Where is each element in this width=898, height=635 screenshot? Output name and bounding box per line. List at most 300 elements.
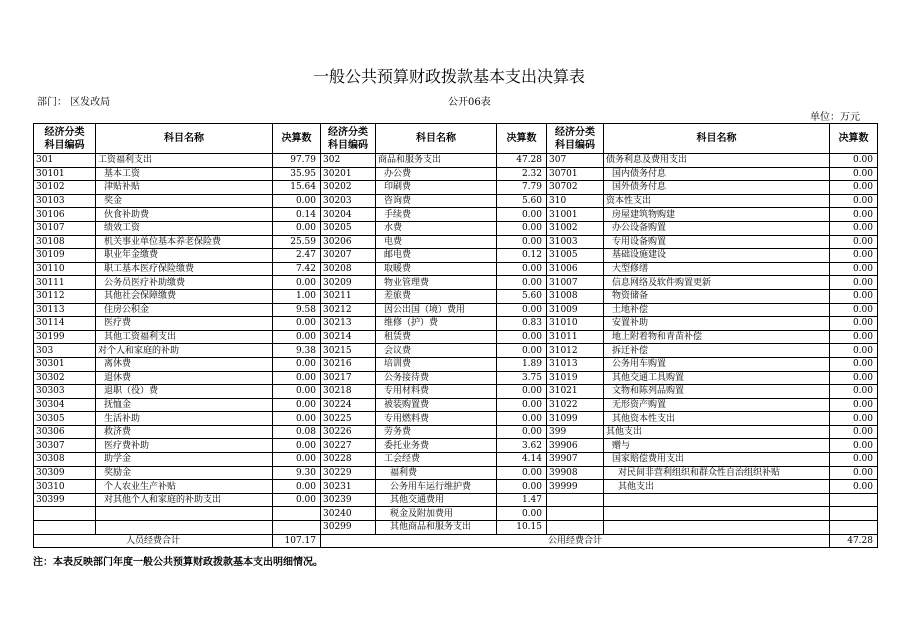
header-name: 科目名称 <box>96 124 273 154</box>
cell-amount: 0.00 <box>830 154 878 168</box>
cell-amount: 0.00 <box>273 398 321 412</box>
cell-name: 办公费 <box>376 167 497 181</box>
cell-amount: 0.00 <box>273 493 321 507</box>
cell-code: 30240 <box>321 507 376 521</box>
cell-name: 安置补助 <box>604 317 830 331</box>
cell-code: 31006 <box>547 262 604 276</box>
cell-amount: 0.00 <box>273 439 321 453</box>
cell-code: 30206 <box>321 235 376 249</box>
cell-code: 30701 <box>547 167 604 181</box>
cell-name: 印刷费 <box>376 181 497 195</box>
cell-code: 30216 <box>321 357 376 371</box>
table-row <box>34 181 878 195</box>
cell-name: 离休费 <box>96 357 273 371</box>
cell-amount: 47.28 <box>497 154 547 168</box>
table-row <box>34 507 878 521</box>
cell-code <box>547 493 604 507</box>
cell-code: 30228 <box>321 453 376 467</box>
cell-amount: 0.83 <box>497 317 547 331</box>
cell-amount: 0.00 <box>497 385 547 399</box>
cell-code: 30202 <box>321 181 376 195</box>
cell-code: 302 <box>321 154 376 168</box>
cell-amount: 2.47 <box>273 249 321 263</box>
cell-code: 30307 <box>34 439 96 453</box>
cell-code: 30303 <box>34 385 96 399</box>
unit-label: 单位：万元 <box>810 112 860 123</box>
cell-amount: 9.58 <box>273 303 321 317</box>
cell-name: 赠与 <box>604 439 830 453</box>
public-total-label: 公用经费合计 <box>321 534 830 548</box>
cell-amount: 5.60 <box>497 194 547 208</box>
cell-name: 医疗费 <box>96 317 273 331</box>
cell-name: 其他交通费用 <box>376 493 497 507</box>
department-label: 部门： 区发改局 <box>37 97 111 108</box>
cell-name: 医疗费补助 <box>96 439 273 453</box>
cell-amount: 97.79 <box>273 154 321 168</box>
cell-name: 资本性支出 <box>604 194 830 208</box>
cell-name: 助学金 <box>96 453 273 467</box>
cell-amount: 7.42 <box>273 262 321 276</box>
cell-name: 对民间非营利组织和群众性自治组织补贴 <box>604 466 830 480</box>
cell-name: 其他商品和服务支出 <box>376 521 497 535</box>
cell-name: 其他支出 <box>604 480 830 494</box>
table-row <box>34 208 878 222</box>
cell-amount: 0.00 <box>497 344 547 358</box>
cell-code: 399 <box>547 425 604 439</box>
cell-code: 30702 <box>547 181 604 195</box>
cell-code: 30209 <box>321 276 376 290</box>
cell-code: 30205 <box>321 221 376 235</box>
cell-code: 30305 <box>34 412 96 426</box>
cell-amount: 0.00 <box>830 344 878 358</box>
cell-name: 手续费 <box>376 208 497 222</box>
cell-amount: 0.00 <box>830 371 878 385</box>
cell-amount: 0.00 <box>830 194 878 208</box>
cell-code: 31010 <box>547 317 604 331</box>
header-code: 经济分类 科目编码 <box>34 124 96 154</box>
cell-code: 30106 <box>34 208 96 222</box>
cell-code: 39999 <box>547 480 604 494</box>
cell-name: 救济费 <box>96 425 273 439</box>
cell-amount: 3.75 <box>497 371 547 385</box>
cell-amount: 0.00 <box>830 398 878 412</box>
cell-name: 咨询费 <box>376 194 497 208</box>
cell-amount: 0.00 <box>497 303 547 317</box>
cell-code: 39906 <box>547 439 604 453</box>
cell-amount: 1.89 <box>497 357 547 371</box>
cell-amount: 0.00 <box>830 249 878 263</box>
cell-amount: 25.59 <box>273 235 321 249</box>
cell-code: 30208 <box>321 262 376 276</box>
cell-amount: 0.00 <box>830 289 878 303</box>
cell-amount: 0.00 <box>830 439 878 453</box>
cell-amount: 0.00 <box>830 181 878 195</box>
cell-amount: 0.00 <box>497 276 547 290</box>
table-row <box>34 344 878 358</box>
cell-code: 30310 <box>34 480 96 494</box>
cell-code: 30114 <box>34 317 96 331</box>
cell-code: 30201 <box>321 167 376 181</box>
cell-amount: 0.00 <box>273 317 321 331</box>
cell-code: 30231 <box>321 480 376 494</box>
cell-code: 30239 <box>321 493 376 507</box>
cell-name: 物业管理费 <box>376 276 497 290</box>
table-body <box>34 154 878 535</box>
cell-code <box>34 507 96 521</box>
cell-amount: 0.00 <box>273 221 321 235</box>
cell-name: 办公设备购置 <box>604 221 830 235</box>
cell-name: 专用燃料费 <box>376 412 497 426</box>
cell-name: 土地补偿 <box>604 303 830 317</box>
cell-name: 个人农业生产补贴 <box>96 480 273 494</box>
header-code: 经济分类 科目编码 <box>547 124 604 154</box>
cell-code: 30107 <box>34 221 96 235</box>
cell-name: 对个人和家庭的补助 <box>96 344 273 358</box>
table-row <box>34 453 878 467</box>
cell-name: 文物和陈列品购置 <box>604 385 830 399</box>
table-row <box>34 371 878 385</box>
header-code: 经济分类 科目编码 <box>321 124 376 154</box>
cell-name <box>96 521 273 535</box>
cell-amount <box>273 507 321 521</box>
table-row <box>34 276 878 290</box>
cell-name: 邮电费 <box>376 249 497 263</box>
table-row <box>34 398 878 412</box>
cell-amount: 5.60 <box>497 289 547 303</box>
cell-code: 30203 <box>321 194 376 208</box>
cell-code: 30112 <box>34 289 96 303</box>
table-row <box>34 154 878 168</box>
table-row <box>34 412 878 426</box>
cell-amount: 9.30 <box>273 466 321 480</box>
cell-amount: 0.00 <box>830 412 878 426</box>
cell-code: 30217 <box>321 371 376 385</box>
cell-name: 职工基本医疗保险缴费 <box>96 262 273 276</box>
cell-amount: 1.47 <box>497 493 547 507</box>
cell-amount: 0.12 <box>497 249 547 263</box>
cell-name: 无形资产购置 <box>604 398 830 412</box>
cell-amount <box>830 507 878 521</box>
cell-amount: 0.00 <box>497 221 547 235</box>
cell-code: 30224 <box>321 398 376 412</box>
cell-amount: 0.00 <box>497 398 547 412</box>
cell-code: 30308 <box>34 453 96 467</box>
cell-amount: 0.00 <box>830 276 878 290</box>
table-row <box>34 521 878 535</box>
cell-amount: 0.00 <box>830 385 878 399</box>
cell-name: 公务接待费 <box>376 371 497 385</box>
cell-name: 委托业务费 <box>376 439 497 453</box>
cell-name: 其他支出 <box>604 425 830 439</box>
table-row <box>34 262 878 276</box>
totals-row <box>34 534 878 548</box>
cell-code: 30299 <box>321 521 376 535</box>
cell-name: 房屋建筑物购建 <box>604 208 830 222</box>
table-row <box>34 249 878 263</box>
cell-code: 30304 <box>34 398 96 412</box>
cell-name: 退休费 <box>96 371 273 385</box>
cell-code: 30214 <box>321 330 376 344</box>
cell-amount: 0.00 <box>497 466 547 480</box>
cell-amount: 3.62 <box>497 439 547 453</box>
cell-amount: 0.00 <box>497 208 547 222</box>
cell-name: 公务用车运行维护费 <box>376 480 497 494</box>
table-row <box>34 330 878 344</box>
table-row <box>34 194 878 208</box>
cell-code: 30110 <box>34 262 96 276</box>
cell-code: 30109 <box>34 249 96 263</box>
cell-amount: 0.00 <box>273 194 321 208</box>
cell-name: 伙食补助费 <box>96 208 273 222</box>
cell-amount: 0.00 <box>497 507 547 521</box>
cell-name: 税金及附加费用 <box>376 507 497 521</box>
form-number: 公开06表 <box>448 97 491 108</box>
cell-name: 奖金 <box>96 194 273 208</box>
table-row <box>34 480 878 494</box>
table-row <box>34 317 878 331</box>
cell-code: 31012 <box>547 344 604 358</box>
cell-amount <box>830 493 878 507</box>
cell-name <box>96 507 273 521</box>
cell-name: 租赁费 <box>376 330 497 344</box>
cell-code: 30399 <box>34 493 96 507</box>
cell-code: 30103 <box>34 194 96 208</box>
cell-name <box>604 493 830 507</box>
cell-code: 31021 <box>547 385 604 399</box>
cell-name: 劳务费 <box>376 425 497 439</box>
cell-name: 地上附着物和青苗补偿 <box>604 330 830 344</box>
cell-code: 30227 <box>321 439 376 453</box>
cell-amount: 0.00 <box>273 480 321 494</box>
cell-name: 国外债务付息 <box>604 181 830 195</box>
cell-amount <box>830 521 878 535</box>
cell-name: 工会经费 <box>376 453 497 467</box>
cell-code <box>547 507 604 521</box>
cell-amount: 0.00 <box>273 330 321 344</box>
cell-amount: 0.00 <box>497 235 547 249</box>
cell-name: 会议费 <box>376 344 497 358</box>
header-amount: 决算数 <box>497 124 547 154</box>
cell-code: 31008 <box>547 289 604 303</box>
cell-code: 30113 <box>34 303 96 317</box>
cell-amount: 0.00 <box>830 167 878 181</box>
cell-code: 31001 <box>547 208 604 222</box>
cell-code: 30212 <box>321 303 376 317</box>
cell-name: 信息网络及软件购置更新 <box>604 276 830 290</box>
cell-name: 债务利息及费用支出 <box>604 154 830 168</box>
cell-amount: 0.00 <box>497 425 547 439</box>
cell-name: 公务员医疗补助缴费 <box>96 276 273 290</box>
cell-code: 30213 <box>321 317 376 331</box>
cell-amount: 0.00 <box>273 453 321 467</box>
cell-code: 30111 <box>34 276 96 290</box>
cell-amount: 0.00 <box>830 262 878 276</box>
cell-name: 工资福利支出 <box>96 154 273 168</box>
table-row <box>34 493 878 507</box>
table-header-row <box>34 124 878 154</box>
cell-name: 水费 <box>376 221 497 235</box>
header-amount: 决算数 <box>830 124 878 154</box>
cell-code: 30108 <box>34 235 96 249</box>
cell-code: 39907 <box>547 453 604 467</box>
table-row <box>34 289 878 303</box>
table-row <box>34 303 878 317</box>
cell-code: 31099 <box>547 412 604 426</box>
cell-name: 维修（护）费 <box>376 317 497 331</box>
cell-name: 拆迁补偿 <box>604 344 830 358</box>
cell-name: 国内债务付息 <box>604 167 830 181</box>
cell-name: 取暖费 <box>376 262 497 276</box>
cell-code: 31009 <box>547 303 604 317</box>
cell-code: 307 <box>547 154 604 168</box>
cell-code: 31005 <box>547 249 604 263</box>
cell-name: 差旅费 <box>376 289 497 303</box>
cell-amount: 4.14 <box>497 453 547 467</box>
cell-name: 商品和服务支出 <box>376 154 497 168</box>
cell-amount: 1.00 <box>273 289 321 303</box>
cell-code: 30302 <box>34 371 96 385</box>
cell-code: 30226 <box>321 425 376 439</box>
cell-code: 30229 <box>321 466 376 480</box>
cell-name <box>604 507 830 521</box>
expenditure-table <box>33 123 878 548</box>
cell-name: 抚恤金 <box>96 398 273 412</box>
cell-amount: 0.00 <box>497 330 547 344</box>
cell-name: 职业年金缴费 <box>96 249 273 263</box>
header-name: 科目名称 <box>604 124 830 154</box>
cell-amount: 0.00 <box>497 262 547 276</box>
cell-name: 其他社会保障缴费 <box>96 289 273 303</box>
cell-code: 30306 <box>34 425 96 439</box>
table-row <box>34 357 878 371</box>
cell-amount: 0.00 <box>273 371 321 385</box>
cell-amount: 15.64 <box>273 181 321 195</box>
cell-name: 基本工资 <box>96 167 273 181</box>
cell-amount: 0.00 <box>497 412 547 426</box>
cell-amount: 0.00 <box>830 453 878 467</box>
cell-name: 公务用车购置 <box>604 357 830 371</box>
cell-amount: 10.15 <box>497 521 547 535</box>
cell-name: 福利费 <box>376 466 497 480</box>
cell-code: 30211 <box>321 289 376 303</box>
table-row <box>34 385 878 399</box>
cell-name <box>604 521 830 535</box>
table-row <box>34 167 878 181</box>
cell-amount: 9.38 <box>273 344 321 358</box>
cell-amount: 0.00 <box>830 425 878 439</box>
cell-amount: 7.79 <box>497 181 547 195</box>
cell-amount: 0.00 <box>830 317 878 331</box>
cell-code: 31007 <box>547 276 604 290</box>
cell-name: 物资储备 <box>604 289 830 303</box>
table-row <box>34 439 878 453</box>
cell-amount: 0.00 <box>830 221 878 235</box>
cell-code: 30301 <box>34 357 96 371</box>
cell-amount: 2.32 <box>497 167 547 181</box>
cell-name: 住房公积金 <box>96 303 273 317</box>
cell-name: 专用材料费 <box>376 385 497 399</box>
cell-amount <box>273 521 321 535</box>
table-row <box>34 235 878 249</box>
cell-name: 大型修缮 <box>604 262 830 276</box>
cell-name: 绩效工资 <box>96 221 273 235</box>
cell-code: 31022 <box>547 398 604 412</box>
cell-code: 30102 <box>34 181 96 195</box>
cell-name: 专用设备购置 <box>604 235 830 249</box>
cell-name: 国家赔偿费用支出 <box>604 453 830 467</box>
cell-name: 退职（役）费 <box>96 385 273 399</box>
cell-code: 30101 <box>34 167 96 181</box>
table-row <box>34 425 878 439</box>
personnel-total-label: 人员经费合计 <box>34 534 273 548</box>
cell-amount: 0.00 <box>273 357 321 371</box>
cell-amount: 0.08 <box>273 425 321 439</box>
cell-code: 30204 <box>321 208 376 222</box>
cell-code: 31019 <box>547 371 604 385</box>
cell-amount: 0.00 <box>273 385 321 399</box>
cell-name: 津贴补贴 <box>96 181 273 195</box>
page-title: 一般公共预算财政拨款基本支出决算表 <box>312 67 585 86</box>
cell-amount: 0.00 <box>830 235 878 249</box>
cell-name: 其他资本性支出 <box>604 412 830 426</box>
cell-name: 生活补助 <box>96 412 273 426</box>
cell-code: 301 <box>34 154 96 168</box>
cell-code: 30225 <box>321 412 376 426</box>
cell-code: 30218 <box>321 385 376 399</box>
cell-amount: 0.00 <box>273 412 321 426</box>
cell-name: 机关事业单位基本养老保险费 <box>96 235 273 249</box>
cell-amount: 0.00 <box>830 208 878 222</box>
cell-code: 30215 <box>321 344 376 358</box>
header-amount: 决算数 <box>273 124 321 154</box>
cell-code: 31002 <box>547 221 604 235</box>
cell-amount: 0.00 <box>830 480 878 494</box>
cell-amount: 0.00 <box>830 330 878 344</box>
cell-name: 对其他个人和家庭的补助支出 <box>96 493 273 507</box>
cell-amount: 35.95 <box>273 167 321 181</box>
cell-code <box>547 521 604 535</box>
cell-name: 培训费 <box>376 357 497 371</box>
cell-name: 因公出国（境）费用 <box>376 303 497 317</box>
cell-name: 电费 <box>376 235 497 249</box>
cell-amount: 0.00 <box>497 480 547 494</box>
cell-name: 其他交通工具购置 <box>604 371 830 385</box>
cell-code <box>34 521 96 535</box>
cell-code: 30207 <box>321 249 376 263</box>
cell-amount: 0.00 <box>273 276 321 290</box>
header-name: 科目名称 <box>376 124 497 154</box>
cell-amount: 0.14 <box>273 208 321 222</box>
cell-code: 31003 <box>547 235 604 249</box>
cell-code: 310 <box>547 194 604 208</box>
cell-code: 30199 <box>34 330 96 344</box>
cell-code: 303 <box>34 344 96 358</box>
cell-amount: 0.00 <box>830 357 878 371</box>
cell-name: 奖励金 <box>96 466 273 480</box>
cell-name: 基础设施建设 <box>604 249 830 263</box>
cell-code: 39908 <box>547 466 604 480</box>
cell-name: 被装购置费 <box>376 398 497 412</box>
personnel-total-amount: 107.17 <box>273 534 321 548</box>
cell-amount: 0.00 <box>830 303 878 317</box>
cell-code: 31013 <box>547 357 604 371</box>
cell-amount: 0.00 <box>830 466 878 480</box>
table-note: 注：本表反映部门年度一般公共预算财政拨款基本支出明细情况。 <box>33 557 323 568</box>
public-total-amount: 47.28 <box>830 534 878 548</box>
cell-code: 31011 <box>547 330 604 344</box>
cell-code: 30309 <box>34 466 96 480</box>
table-row <box>34 466 878 480</box>
